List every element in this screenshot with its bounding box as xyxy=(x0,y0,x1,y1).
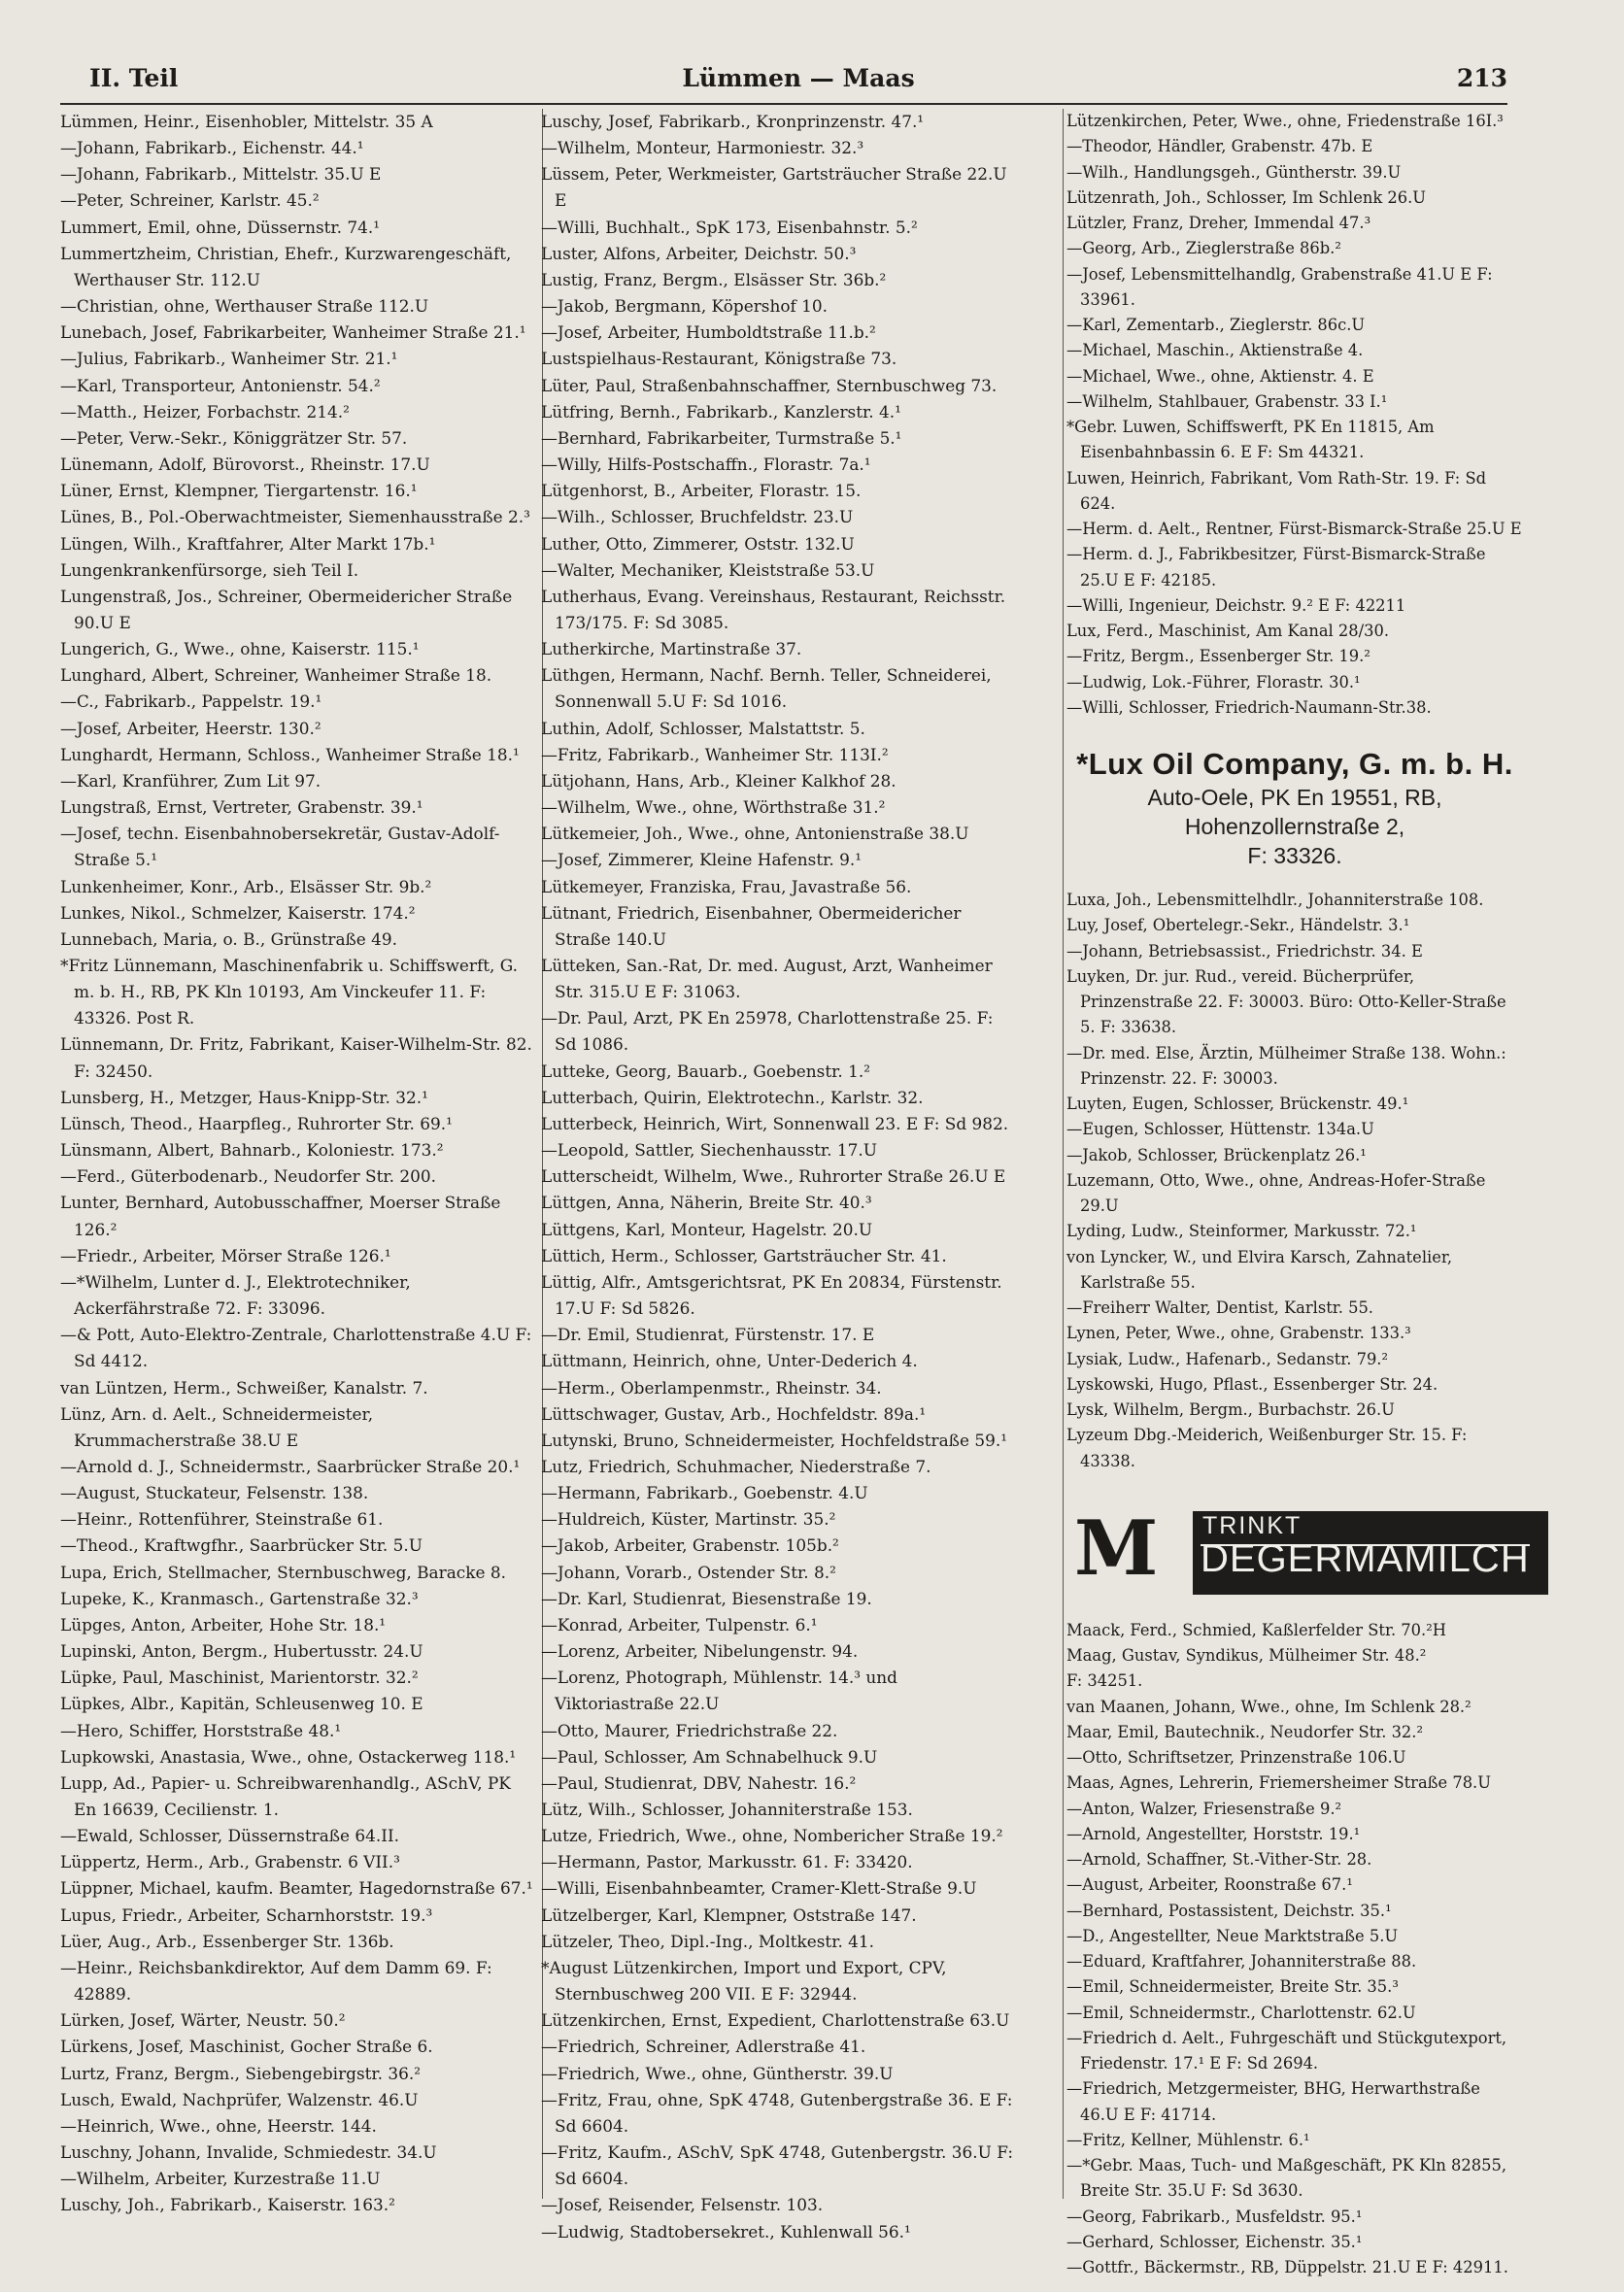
directory-entry: Lunebach, Josef, Fabrikarbeiter, Wanheimer Straße 21.¹ xyxy=(60,322,526,343)
directory-entry: —Johann, Vorarb., Ostender Str. 8.² xyxy=(541,1562,836,1582)
directory-entry: —Johann, Betriebsassist., Friedrichstr. 34. E xyxy=(1066,941,1423,961)
directory-entry: —Wilhelm, Wwe., ohne, Wörthstraße 31.² xyxy=(541,797,886,818)
directory-entry: —Ewald, Schlosser, Düssernstraße 64.II. xyxy=(60,1826,399,1846)
directory-entry: —Dr. Paul, Arzt, PK En 25978, Charlottenstraße 25. F: Sd 1086. xyxy=(541,1008,994,1055)
directory-entry: —Wilhelm, Stahlbauer, Grabenstr. 33 I.¹ xyxy=(1066,391,1388,411)
directory-entry: —*Gebr. Maas, Tuch- und Maßgeschäft, PK Kln 82855, Breite Str. 35.U F: Sd 3630. xyxy=(1066,2156,1507,2201)
directory-entry: —Hermann, Fabrikarb., Goebenstr. 4.U xyxy=(541,1483,868,1503)
page-number: 213 xyxy=(1456,64,1507,92)
directory-entry: —August, Arbeiter, Roonstraße 67.¹ xyxy=(1066,1875,1353,1895)
directory-entry: Luwen, Heinrich, Fabrikant, Vom Rath-Str. 19. F: Sd 624. xyxy=(1066,468,1487,513)
directory-entry: —Josef, Arbeiter, Humboldtstraße 11.b.² xyxy=(541,322,876,343)
directory-entry: —Heinr., Reichsbankdirektor, Auf dem Damm 69. F: 42889. xyxy=(60,1957,492,2005)
directory-entry: Lüpke, Paul, Maschinist, Marientorstr. 32.² xyxy=(60,1668,419,1688)
directory-entry: Lutz, Friedrich, Schuhmacher, Niederstraße 7. xyxy=(541,1456,931,1476)
directory-entry: —Bernhard, Fabrikarbeiter, Turmstraße 5.¹ xyxy=(541,427,902,448)
directory-entry: Lunnebach, Maria, o. B., Grünstraße 49. xyxy=(60,928,398,949)
directory-entry: Lunkes, Nikol., Schmelzer, Kaiserstr. 174.² xyxy=(60,902,416,923)
directory-entry: van Maanen, Johann, Wwe., ohne, Im Schlenk 28.² xyxy=(1066,1697,1472,1716)
directory-entry: Lürkens, Josef, Maschinist, Gocher Straße 6. xyxy=(60,2037,433,2057)
page-range-title: Lümmen — Maas xyxy=(682,64,915,92)
banner-top-text: TRINKT xyxy=(1202,1511,1303,1539)
directory-entry: —Herm. d. J., Fabrikbesitzer, Fürst-Bismarck-Straße 25.U E F: 42185. xyxy=(1066,545,1486,590)
directory-entry: —Gottfr., Bäckermstr., RB, Düppelstr. 21.U E F: 42911. xyxy=(1066,2258,1508,2276)
directory-entry: —Karl, Transporteur, Antonienstr. 54.² xyxy=(60,375,381,395)
directory-entry: Luxa, Joh., Lebensmittelhdlr., Johanniterstraße 108. xyxy=(1066,891,1484,909)
directory-entry: Lüttgen, Anna, Näherin, Breite Str. 40.³ xyxy=(541,1193,872,1213)
directory-entry: F: 34251. xyxy=(1066,1671,1143,1691)
directory-entry: Luyten, Eugen, Schlosser, Brückenstr. 49.¹ xyxy=(1066,1095,1409,1113)
directory-entry: —Ferd., Güterbodenarb., Neudorfer Str. 200. xyxy=(60,1166,436,1187)
directory-entry: Lütgenhorst, B., Arbeiter, Florastr. 15. xyxy=(541,481,862,501)
directory-entry: —Arnold d. J., Schneidermstr., Saarbrücker Straße 20.¹ xyxy=(60,1456,521,1476)
directory-entry: —Johann, Fabrikarb., Eichenstr. 44.¹ xyxy=(60,138,364,158)
directory-entry: —Josef, Arbeiter, Heerstr. 130.² xyxy=(60,718,321,738)
directory-entry: —Eugen, Schlosser, Hüttenstr. 134a.U xyxy=(1066,1120,1374,1139)
directory-entry: von Lyncker, W., und Elvira Karsch, Zahnatelier, Karlstraße 55. xyxy=(1066,1247,1453,1292)
ad-line: F: 33326. xyxy=(1247,843,1342,868)
directory-entry: Lusch, Ewald, Nachprüfer, Walzenstr. 46.U xyxy=(60,2089,419,2109)
directory-entry: Lunsberg, H., Metzger, Haus-Knipp-Str. 32.¹ xyxy=(60,1087,428,1107)
directory-entry: Lüttgens, Karl, Monteur, Hagelstr. 20.U xyxy=(541,1219,873,1239)
directory-entry: Lyskowski, Hugo, Pflast., Essenberger Str. 24. xyxy=(1066,1374,1438,1394)
directory-entry: —Julius, Fabrikarb., Wanheimer Str. 21.¹ xyxy=(60,349,398,369)
directory-entry: —Leopold, Sattler, Siechenhausstr. 17.U xyxy=(541,1140,877,1161)
directory-entry: —Anton, Walzer, Friesenstraße 9.² xyxy=(1066,1799,1342,1818)
directory-entry: —Ludwig, Lok.-Führer, Florastr. 30.¹ xyxy=(1066,672,1361,691)
directory-entry: *Fritz Lünnemann, Maschinenfabrik u. Schiffswerft, G. m. b. H., RB, PK Kln 10193, Am Vinckeufer 11. F: 43326. Post R. xyxy=(60,956,519,1028)
directory-entry: Lungenstraß, Jos., Schreiner, Obermeidericher Straße 90.U E xyxy=(60,586,513,632)
directory-entry: Lurtz, Franz, Bergm., Siebengebirgstr. 36.² xyxy=(60,2063,421,2083)
directory-entry: —Wilh., Handlungsgeh., Güntherstr. 39.U xyxy=(1066,162,1402,182)
directory-entry: Lux, Ferd., Maschinist, Am Kanal 28/30. xyxy=(1066,622,1390,640)
directory-entry: —Lorenz, Photograph, Mühlenstr. 14.³ und Viktoriastraße 22.U xyxy=(541,1668,897,1714)
lux-oil-advertisement xyxy=(1066,746,1523,870)
directory-entry: Lutherkirche, Martinstraße 37. xyxy=(541,639,802,659)
page-header xyxy=(89,64,1507,103)
directory-entry: Lützenrath, Joh., Schlosser, Im Schlenk 26.U xyxy=(1066,187,1426,207)
directory-entry: Lünes, B., Pol.-Oberwachtmeister, Siemenhausstraße 2.³ xyxy=(60,507,530,527)
directory-entry: Lustspielhaus-Restaurant, Königstraße 73. xyxy=(541,349,897,369)
directory-entry: —Emil, Schneidermstr., Charlottenstr. 62.U xyxy=(1066,2003,1416,2022)
directory-entry: —Theod., Kraftwgfhr., Saarbrücker Str. 5.U xyxy=(60,1535,423,1556)
column-3-entries-a xyxy=(1066,109,1523,721)
directory-entry: —Friedrich, Wwe., ohne, Güntherstr. 39.U xyxy=(541,2063,894,2083)
directory-entry: —Ludwig, Stadtobersekret., Kuhlenwall 56.¹ xyxy=(541,2221,911,2241)
directory-entry: Lüthgen, Hermann, Nachf. Bernh. Teller, Schneiderei, Sonnenwall 5.U F: Sd 1016. xyxy=(541,665,992,712)
directory-entry: Lupa, Erich, Stellmacher, Sternbuschweg, Baracke 8. xyxy=(60,1562,506,1582)
directory-entry: Lüttich, Herm., Schlosser, Gartsträucher Str. 41. xyxy=(541,1245,947,1265)
directory-entry: —Christian, ohne, Werthauser Straße 112.U xyxy=(60,296,429,317)
directory-entry: Lütkemeyer, Franziska, Frau, Javastraße 56. xyxy=(541,876,912,896)
directory-entry: —Karl, Zementarb., Zieglerstr. 86c.U xyxy=(1066,316,1366,334)
ad-company-name: *Lux Oil Company, G. m. b. H. xyxy=(1076,747,1513,781)
directory-entry: —*Wilhelm, Lunter d. J., Elektrotechniker, Ackerfährstraße 72. F: 33096. xyxy=(60,1271,411,1319)
directory-entry: Lüppertz, Herm., Arb., Grabenstr. 6 VII.³ xyxy=(60,1852,400,1872)
directory-entry: Lutteke, Georg, Bauarb., Goebenstr. 1.² xyxy=(541,1061,870,1081)
directory-entry: Lünnemann, Dr. Fritz, Fabrikant, Kaiser-Wilhelm-Str. 82. F: 32450. xyxy=(60,1034,532,1081)
directory-entry: Lützler, Franz, Dreher, Immendal 47.³ xyxy=(1066,214,1371,232)
directory-entry: —Fritz, Fabrikarb., Wanheimer Str. 113I.² xyxy=(541,744,889,764)
directory-entry: Lünsch, Theod., Haarpfleg., Ruhrorter Str. 69.¹ xyxy=(60,1113,453,1133)
directory-entry: Maar, Emil, Bautechnik., Neudorfer Str. 32.² xyxy=(1066,1722,1423,1741)
directory-entry: Lüttschwager, Gustav, Arb., Hochfeldstr. 89a.¹ xyxy=(541,1403,927,1424)
ad-line: Auto-Oele, PK En 19551, RB, xyxy=(1147,785,1442,810)
directory-entry: Lutterbach, Quirin, Elektrotechn., Karlstr. 32. xyxy=(541,1087,924,1107)
directory-entry: Lüttig, Alfr., Amtsgerichtsrat, PK En 20834, Fürstenstr. 17.U F: Sd 5826. xyxy=(541,1271,1002,1319)
directory-entry: Lustig, Franz, Bergm., Elsässer Str. 36b.² xyxy=(541,269,887,289)
directory-entry: —Willy, Hilfs-Postschaffn., Florastr. 7a.¹ xyxy=(541,455,871,475)
directory-entry: Lüter, Paul, Straßenbahnschaffner, Sternbuschweg 73. xyxy=(541,375,998,395)
column-1 xyxy=(60,109,536,2219)
directory-entry: —Karl, Kranführer, Zum Lit 97. xyxy=(60,770,321,791)
directory-entry: Luther, Otto, Zimmerer, Oststr. 132.U xyxy=(541,533,855,554)
directory-entry: Lyzeum Dbg.-Meiderich, Weißenburger Str. 15. F: 43338. xyxy=(1066,1426,1468,1470)
directory-entry: —Johann, Fabrikarb., Mittelstr. 35.U E xyxy=(60,164,382,185)
directory-entry: Lutynski, Bruno, Schneidermeister, Hochfeldstraße 59.¹ xyxy=(541,1430,1007,1450)
directory-entry: Lützenkirchen, Peter, Wwe., ohne, Friedenstraße 16I.³ xyxy=(1066,112,1504,130)
directory-entry: Lütteken, San.-Rat, Dr. med. August, Arzt, Wanheimer Str. 315.U E F: 31063. xyxy=(541,956,993,1002)
directory-entry: Luyken, Dr. jur. Rud., vereid. Bücherprüfer, Prinzenstraße 22. F: 30003. Büro: Otto-Keller-Straße 5. F: 33638. xyxy=(1066,966,1506,1037)
directory-entry: —Otto, Schriftsetzer, Prinzenstraße 106.U xyxy=(1066,1748,1406,1767)
directory-entry: Lütz, Wilh., Schlosser, Johanniterstraße 153. xyxy=(541,1800,913,1819)
column-3-entries-c xyxy=(1066,1618,1523,2281)
directory-entry: Lünz, Arn. d. Aelt., Schneidermeister, Krummacherstraße 38.U E xyxy=(60,1403,374,1450)
directory-entry: —Wilhelm, Monteur, Harmoniestr. 32.³ xyxy=(541,138,864,158)
directory-entry: *August Lützenkirchen, Import und Export, CPV, Sternbuschweg 200 VII. E F: 32944. xyxy=(541,1957,947,2005)
directory-entry: Lutze, Friedrich, Wwe., ohne, Nombericher Straße 19.² xyxy=(541,1826,1003,1846)
degermamilch-advertisement xyxy=(1066,1500,1530,1606)
directory-entry: Lütfring, Bernh., Fabrikarb., Kanzlerstr. 4.¹ xyxy=(541,401,901,421)
directory-entry: Lungstraß, Ernst, Vertreter, Grabenstr. 39.¹ xyxy=(60,797,423,818)
column-3-entries-b xyxy=(1066,888,1523,1474)
directory-entry: —Otto, Maurer, Friedrichstraße 22. xyxy=(541,1720,838,1740)
directory-entry: —Friedrich, Metzgermeister, BHG, Herwarthstraße 46.U E F: 41714. xyxy=(1066,2079,1480,2124)
directory-entry: —Michael, Maschin., Aktienstraße 4. xyxy=(1066,341,1364,360)
directory-entry: Lummert, Emil, ohne, Düssernstr. 74.¹ xyxy=(60,217,381,237)
directory-entry: —Willi, Schlosser, Friedrich-Naumann-Str.38. xyxy=(1066,697,1432,717)
directory-entry: —Josef, Reisender, Felsenstr. 103. xyxy=(541,2195,824,2215)
directory-entry: —Friedr., Arbeiter, Mörser Straße 126.¹ xyxy=(60,1245,391,1265)
directory-entry: Maack, Ferd., Schmied, Kaßlerfelder Str. 70.²H xyxy=(1066,1620,1446,1639)
directory-entry: Lutherhaus, Evang. Vereinshaus, Restaurant, Reichsstr. 173/175. F: Sd 3085. xyxy=(541,586,1006,632)
directory-entry: —Hermann, Pastor, Markusstr. 61. F: 33420. xyxy=(541,1852,913,1872)
directory-entry: Lüpges, Anton, Arbeiter, Hohe Str. 18.¹ xyxy=(60,1614,387,1635)
directory-entry: —D., Angestellter, Neue Marktstraße 5.U xyxy=(1066,1926,1399,1945)
directory-entry: —Jakob, Arbeiter, Grabenstr. 105b.² xyxy=(541,1535,839,1556)
directory-entry: —Matth., Heizer, Forbachstr. 214.² xyxy=(60,401,350,421)
directory-entry: —Fritz, Kellner, Mühlenstr. 6.¹ xyxy=(1066,2130,1310,2149)
directory-entry: Luschy, Joh., Fabrikarb., Kaiserstr. 163.² xyxy=(60,2195,395,2215)
directory-entry: Luster, Alfons, Arbeiter, Deichstr. 50.³ xyxy=(541,243,857,263)
directory-entry: Lunkenheimer, Konr., Arb., Elsässer Str. 9b.² xyxy=(60,876,432,896)
directory-entry: Lützelberger, Karl, Klempner, Oststraße 147. xyxy=(541,1904,917,1925)
directory-entry: Lupkowski, Anastasia, Wwe., ohne, Ostackerweg 118.¹ xyxy=(60,1746,517,1767)
directory-entry: —Fritz, Frau, ohne, SpK 4748, Gutenbergstraße 36. E F: Sd 6604. xyxy=(541,2089,1013,2136)
directory-entry: —Heinr., Rottenführer, Steinstraße 61. xyxy=(60,1509,384,1530)
directory-entry: Lüngen, Wilh., Kraftfahrer, Alter Markt 17b.¹ xyxy=(60,533,436,554)
directory-entry: —Eduard, Kraftfahrer, Johanniterstraße 88. xyxy=(1066,1952,1417,1971)
directory-entry: —Freiherr Walter, Dentist, Karlstr. 55. xyxy=(1066,1298,1373,1317)
directory-entry: Lützenkirchen, Ernst, Expedient, Charlottenstraße 63.U xyxy=(541,2010,1010,2031)
directory-entry: Lüer, Aug., Arb., Essenberger Str. 136b. xyxy=(60,1931,394,1951)
directory-entry: —Konrad, Arbeiter, Tulpenstr. 6.¹ xyxy=(541,1614,818,1635)
directory-entry: *Gebr. Luwen, Schiffswerft, PK En 11815, Am Eisenbahnbassin 6. E F: Sm 44321. xyxy=(1066,418,1435,462)
directory-entry: —Heinrich, Wwe., ohne, Heerstr. 144. xyxy=(60,2115,377,2136)
directory-entry: —C., Fabrikarb., Pappelstr. 19.¹ xyxy=(60,691,322,712)
directory-entry: Lünemann, Adolf, Bürovorst., Rheinstr. 17.U xyxy=(60,455,430,475)
directory-entry: Lütnant, Friedrich, Eisenbahner, Obermeidericher Straße 140.U xyxy=(541,902,962,949)
directory-entry: Lüssem, Peter, Werkmeister, Gartsträucher Straße 22.U E xyxy=(541,164,1007,211)
directory-entry: —Fritz, Kaufm., ASchV, SpK 4748, Gutenbergstr. 36.U F: Sd 6604. xyxy=(541,2142,1014,2189)
directory-entry: Lürken, Josef, Wärter, Neustr. 50.² xyxy=(60,2010,346,2031)
directory-entry: Lünsmann, Albert, Bahnarb., Koloniestr. 173.² xyxy=(60,1140,444,1161)
directory-entry: van Lüntzen, Herm., Schweißer, Kanalstr. 7. xyxy=(60,1377,428,1398)
directory-entry: Lunghardt, Hermann, Schloss., Wanheimer Straße 18.¹ xyxy=(60,744,520,764)
directory-entry: Maas, Agnes, Lehrerin, Friemersheimer Straße 78.U xyxy=(1066,1773,1491,1793)
directory-entry: Lysiak, Ludw., Hafenarb., Sedanstr. 79.² xyxy=(1066,1349,1389,1368)
section-initial: M xyxy=(1074,1503,1159,1593)
directory-entry: —Josef, techn. Eisenbahnobersekretär, Gustav-Adolf-Straße 5.¹ xyxy=(60,824,500,870)
directory-entry: —Peter, Verw.-Sekr., Königgrätzer Str. 57. xyxy=(60,427,408,448)
directory-entry: Lüner, Ernst, Klempner, Tiergartenstr. 16.¹ xyxy=(60,481,418,501)
directory-entry: Maag, Gustav, Syndikus, Mülheimer Str. 48.² xyxy=(1066,1646,1427,1665)
directory-entry: Lützeler, Theo, Dipl.-Ing., Moltkestr. 41. xyxy=(541,1931,875,1951)
directory-entry: Luzemann, Otto, Wwe., ohne, Andreas-Hofer-Straße 29.U xyxy=(1066,1170,1486,1215)
directory-entry: Lüpkes, Albr., Kapitän, Schleusenweg 10. E xyxy=(60,1694,423,1714)
section-label: II. Teil xyxy=(89,64,179,92)
directory-entry: —Willi, Ingenieur, Deichstr. 9.² E F: 42211 xyxy=(1066,595,1406,615)
directory-entry: —Herm., Oberlampenmstr., Rheinstr. 34. xyxy=(541,1377,882,1398)
directory-entry: Lütkemeier, Joh., Wwe., ohne, Antonienstraße 38.U xyxy=(541,824,969,844)
banner-brand-text: DEGERMAMILCH xyxy=(1201,1536,1530,1580)
directory-entry: Lupp, Ad., Papier- u. Schreibwarenhandlg., ASchV, PK En 16639, Cecilienstr. 1. xyxy=(60,1772,511,1819)
directory-entry: —Jakob, Bergmann, Köpershof 10. xyxy=(541,296,828,317)
directory-entry: —Arnold, Schaffner, St.-Vither-Str. 28. xyxy=(1066,1850,1372,1869)
directory-entry: —Emil, Schneidermeister, Breite Str. 35.³ xyxy=(1066,1977,1399,1997)
directory-entry: Luschny, Johann, Invalide, Schmiedestr. 34.U xyxy=(60,2142,437,2163)
directory-entry: Lyding, Ludw., Steinformer, Markusstr. 72.¹ xyxy=(1066,1222,1417,1241)
column-2 xyxy=(541,109,1017,2245)
directory-entry: —Paul, Schlosser, Am Schnabelhuck 9.U xyxy=(541,1746,878,1767)
directory-entry: Lupeke, K., Kranmasch., Gartenstraße 32.³ xyxy=(60,1588,419,1608)
ad-line: Hohenzollernstraße 2, xyxy=(1184,814,1405,839)
directory-entry: —Dr. med. Else, Ärztin, Mülheimer Straße 138. Wohn.: Prinzenstr. 22. F: 30003. xyxy=(1066,1043,1506,1088)
directory-entry: Lupus, Friedr., Arbeiter, Scharnhorststr. 19.³ xyxy=(60,1904,433,1925)
directory-entry: —Willi, Buchhalt., SpK 173, Eisenbahnstr. 5.² xyxy=(541,217,918,237)
directory-entry: Lungerich, G., Wwe., ohne, Kaiserstr. 115.¹ xyxy=(60,639,420,659)
directory-entry: —Michael, Wwe., ohne, Aktienstr. 4. E xyxy=(1066,366,1374,386)
column-divider xyxy=(1063,109,1064,2199)
directory-entry: Lutterscheidt, Wilhelm, Wwe., Ruhrorter Straße 26.U E xyxy=(541,1166,1006,1187)
directory-entry: —Peter, Schreiner, Karlstr. 45.² xyxy=(60,190,320,211)
directory-entry: —Bernhard, Postassistent, Deichstr. 35.¹ xyxy=(1066,1901,1392,1920)
directory-entry: —Dr. Emil, Studienrat, Fürstenstr. 17. E xyxy=(541,1325,875,1345)
degermamilch-banner xyxy=(1193,1511,1548,1595)
directory-entry: Lysk, Wilhelm, Bergm., Burbachstr. 26.U xyxy=(1066,1400,1395,1419)
directory-entry: —Paul, Studienrat, DBV, Nahestr. 16.² xyxy=(541,1772,857,1793)
directory-entry: Lunter, Bernhard, Autobusschaffner, Moerser Straße 126.² xyxy=(60,1193,501,1239)
directory-entry: Lunghard, Albert, Schreiner, Wanheimer Straße 18. xyxy=(60,665,492,686)
directory-entry: Lümmen, Heinr., Eisenhobler, Mittelstr. 35 A xyxy=(60,112,433,131)
directory-entry: Lüttmann, Heinrich, ohne, Unter-Dederich 4. xyxy=(541,1351,918,1371)
directory-entry: —Willi, Eisenbahnbeamter, Cramer-Klett-Straße 9.U xyxy=(541,1878,977,1899)
directory-entry: —Georg, Fabrikarb., Musfeldstr. 95.¹ xyxy=(1066,2207,1363,2226)
directory-entry: —Wilh., Schlosser, Bruchfeldstr. 23.U xyxy=(541,507,854,527)
directory-entry: —August, Stuckateur, Felsenstr. 138. xyxy=(60,1483,369,1503)
directory-entry: —Huldreich, Küster, Martinstr. 35.² xyxy=(541,1509,836,1530)
header-rule xyxy=(60,103,1507,105)
directory-entry: —Georg, Arb., Zieglerstraße 86b.² xyxy=(1066,239,1341,258)
directory-entry: —Lorenz, Arbeiter, Nibelungenstr. 94. xyxy=(541,1641,859,1662)
directory-entry: —Friedrich d. Aelt., Fuhrgeschäft und Stückgutexport, Friedenstr. 17.¹ E F: Sd 2694. xyxy=(1066,2028,1507,2073)
directory-entry: Lynen, Peter, Wwe., ohne, Grabenstr. 133.³ xyxy=(1066,1324,1411,1343)
column-3 xyxy=(1066,109,1530,2280)
directory-entry: —Josef, Zimmerer, Kleine Hafenstr. 9.¹ xyxy=(541,850,862,870)
directory-entry: —Hero, Schiffer, Horststraße 48.¹ xyxy=(60,1720,342,1740)
directory-entry: —Jakob, Schlosser, Brückenplatz 26.¹ xyxy=(1066,1145,1367,1164)
directory-entry: —Wilhelm, Arbeiter, Kurzestraße 11.U xyxy=(60,2169,381,2189)
directory-entry: —& Pott, Auto-Elektro-Zentrale, Charlottenstraße 4.U F: Sd 4412. xyxy=(60,1325,532,1371)
directory-entry: —Josef, Lebensmittelhandlg, Grabenstraße 41.U E F: 33961. xyxy=(1066,264,1493,309)
directory-entry: Lütjohann, Hans, Arb., Kleiner Kalkhof 28. xyxy=(541,770,897,791)
directory-entry: Luthin, Adolf, Schlosser, Malstattstr. 5. xyxy=(541,718,865,738)
directory-entry: —Gerhard, Schlosser, Eichenstr. 35.¹ xyxy=(1066,2232,1363,2251)
directory-entry: Lungenkrankenfürsorge, sieh Teil I. xyxy=(60,559,359,580)
directory-entry: —Arnold, Angestellter, Horststr. 19.¹ xyxy=(1066,1824,1361,1843)
directory-entry: —Friedrich, Schreiner, Adlerstraße 41. xyxy=(541,2037,866,2057)
directory-entry: Lummertzheim, Christian, Ehefr., Kurzwarengeschäft, Werthauser Str. 112.U xyxy=(60,243,512,289)
directory-entry: Luschy, Josef, Fabrikarb., Kronprinzenstr. 47.¹ xyxy=(541,112,925,131)
directory-entry: Lüppner, Michael, kaufm. Beamter, Hagedornstraße 67.¹ xyxy=(60,1878,533,1899)
directory-entry: —Fritz, Bergm., Essenberger Str. 19.² xyxy=(1066,647,1370,666)
directory-entry: —Walter, Mechaniker, Kleiststraße 53.U xyxy=(541,559,875,580)
directory-entry: —Dr. Karl, Studienrat, Biesenstraße 19. xyxy=(541,1588,872,1608)
directory-entry: Lutterbeck, Heinrich, Wirt, Sonnenwall 23. E F: Sd 982. xyxy=(541,1113,1009,1133)
directory-entry: —Herm. d. Aelt., Rentner, Fürst-Bismarck-Straße 25.U E xyxy=(1066,520,1522,538)
directory-entry: Lupinski, Anton, Bergm., Hubertusstr. 24.U xyxy=(60,1641,423,1662)
directory-entry: —Theodor, Händler, Grabenstr. 47b. E xyxy=(1066,137,1373,156)
directory-entry: Luy, Josef, Obertelegr.-Sekr., Händelstr. 3.¹ xyxy=(1066,916,1410,935)
